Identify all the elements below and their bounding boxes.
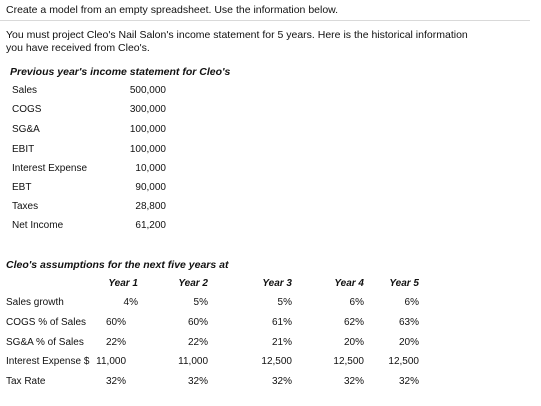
income-row-value: 300,000 bbox=[129, 104, 166, 115]
assumption-value: 22% bbox=[105, 337, 126, 348]
assumption-value: 63% bbox=[398, 317, 419, 328]
income-row-value: 100,000 bbox=[129, 124, 166, 135]
assumption-value: 5% bbox=[277, 297, 292, 308]
assumption-value: 62% bbox=[343, 317, 364, 328]
assumption-value: 12,500 bbox=[333, 356, 364, 367]
instruction-line-3: you have received from Cleo's. bbox=[6, 42, 150, 54]
assumption-value: 32% bbox=[105, 376, 126, 387]
income-row-label: Interest Expense bbox=[12, 163, 88, 174]
year-header: Year 3 bbox=[262, 278, 292, 289]
assumption-value: 11,000 bbox=[178, 356, 208, 367]
assumption-row-label: Tax Rate bbox=[6, 376, 46, 387]
assumptions-title: Cleo's assumptions for the next five years at bbox=[6, 259, 229, 271]
assumption-value: 61% bbox=[271, 317, 292, 328]
assumption-value: 32% bbox=[271, 376, 292, 387]
income-row-label: Taxes bbox=[12, 201, 39, 212]
income-statement-title: Previous year's income statement for Cleo's bbox=[10, 66, 231, 78]
divider bbox=[0, 20, 530, 21]
year-header: Year 4 bbox=[334, 278, 364, 289]
assumption-value: 5% bbox=[193, 297, 208, 308]
assumption-value: 12,500 bbox=[388, 356, 419, 367]
assumption-value: 60% bbox=[187, 317, 208, 328]
assumption-value: 32% bbox=[398, 376, 419, 387]
assumption-value: 32% bbox=[187, 376, 208, 387]
assumption-value: 32% bbox=[343, 376, 364, 387]
assumption-value: 60% bbox=[105, 317, 126, 328]
assumption-value: 4% bbox=[123, 297, 138, 308]
assumption-value: 6% bbox=[349, 297, 364, 308]
assumption-value: 22% bbox=[187, 337, 208, 348]
income-row-value: 100,000 bbox=[129, 144, 166, 155]
assumption-row-label: Sales growth bbox=[6, 297, 64, 308]
year-header: Year 1 bbox=[108, 278, 138, 289]
income-row-value: 90,000 bbox=[135, 182, 166, 193]
assumption-value: 21% bbox=[271, 337, 292, 348]
income-row-value: 61,200 bbox=[135, 220, 166, 231]
assumption-row-label: COGS % of Sales bbox=[6, 317, 87, 328]
year-header: Year 2 bbox=[178, 278, 208, 289]
assumption-value: 6% bbox=[404, 297, 419, 308]
income-row-label: COGS bbox=[12, 104, 42, 115]
income-row-value: 28,800 bbox=[135, 201, 166, 212]
income-row-value: 10,000 bbox=[135, 163, 166, 174]
income-row-label: Sales bbox=[12, 85, 38, 96]
income-row-value: 500,000 bbox=[129, 85, 166, 96]
income-row-label: EBT bbox=[12, 182, 32, 193]
instruction-line-2: You must project Cleo's Nail Salon's income statement for 5 years. Here is the historical information bbox=[6, 29, 468, 41]
assumption-value: 12,500 bbox=[261, 356, 292, 367]
instruction-line-1: Create a model from an empty spreadsheet. Use the information below. bbox=[6, 4, 339, 16]
assumption-row-label: SG&A % of Sales bbox=[6, 337, 84, 348]
assumption-value: 20% bbox=[398, 337, 419, 348]
income-row-label: SG&A bbox=[12, 124, 40, 135]
income-row-label: EBIT bbox=[12, 144, 35, 155]
year-header: Year 5 bbox=[389, 278, 419, 289]
assumption-row-label: Interest Expense $ bbox=[6, 356, 90, 367]
assumption-value: 11,000 bbox=[96, 356, 126, 367]
income-row-label: Net Income bbox=[12, 220, 64, 231]
assumption-value: 20% bbox=[343, 337, 364, 348]
